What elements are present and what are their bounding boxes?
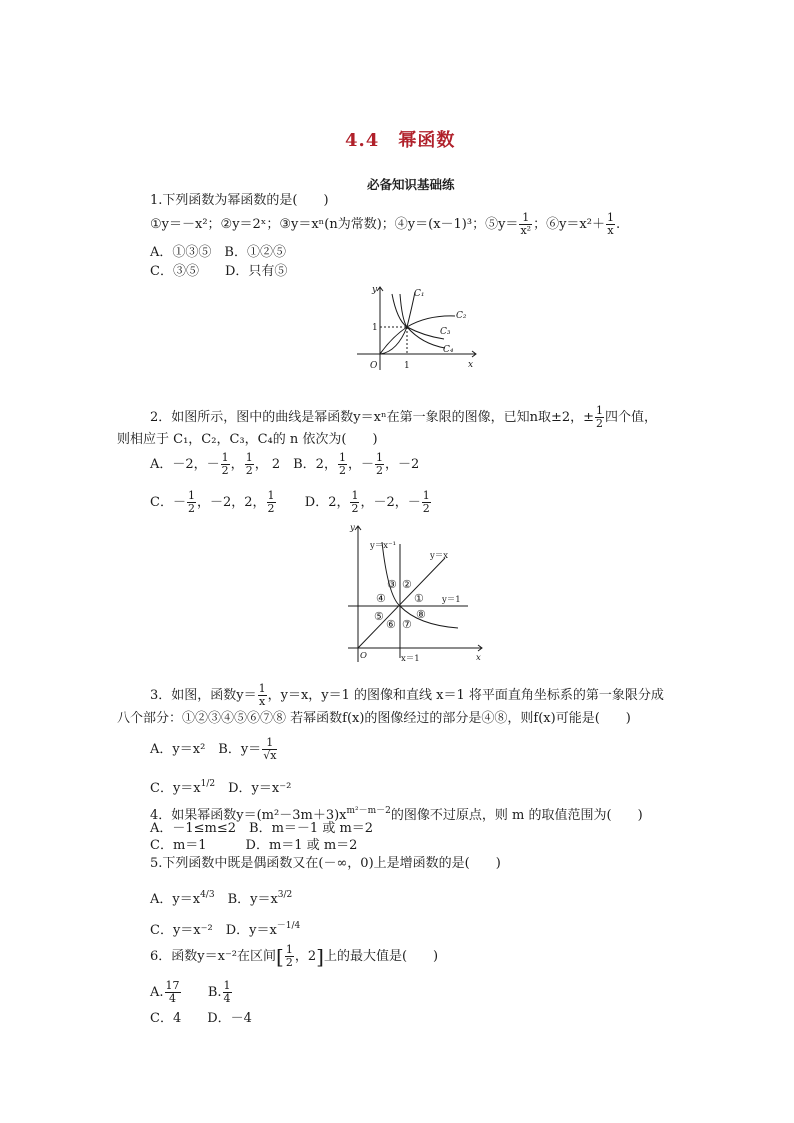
q2-d-frac2-num: 1: [422, 489, 430, 502]
q3-b-frac-num: 1: [262, 737, 277, 750]
q3-choices-cd: [150, 776, 291, 797]
section-heading: 必备知识基础练: [367, 177, 455, 192]
q5-choice-b: B．y＝x: [214, 892, 278, 907]
q2-c-frac1: [187, 490, 196, 515]
q1-frac-6: [606, 212, 615, 237]
q3-stem-frac-num: 1: [258, 682, 266, 695]
fig1-label-one-x: 1: [404, 361, 410, 371]
q2-a-comma: ，: [230, 457, 244, 472]
q1-frac6-num: 1: [606, 211, 614, 224]
q1-frac-5: [519, 212, 532, 237]
fig1-label-c3: C₃: [440, 327, 451, 337]
fig1-label-c4: C₄: [443, 345, 454, 355]
q6-choices-ab: [150, 980, 233, 1005]
q2-b-frac2-num: 1: [375, 451, 383, 464]
figure-1-graph: [352, 282, 482, 374]
q5-choice-c: C．y＝x⁻² D．y＝x: [150, 923, 277, 938]
q3-choice-d: D．y＝x⁻²: [215, 781, 292, 796]
q1-choices-ab: A．①③⑤ B．①②⑤: [150, 245, 286, 260]
q2-c-frac2-num: 1: [267, 489, 275, 502]
q2-b-frac2-den: 2: [375, 464, 383, 477]
q1-end: .: [615, 217, 621, 232]
fig2-label-y1: y＝1: [442, 595, 461, 605]
q2-stem-frac-num: 1: [596, 404, 603, 417]
q6-choice-a: A.: [150, 985, 164, 1000]
q2-stem-frac: [595, 405, 604, 430]
q3-stem-frac: [258, 683, 267, 708]
q2-c-prefix: C．－: [150, 495, 186, 510]
q3-stem-a: 3．如图，函数y＝: [150, 688, 257, 703]
q2-c-frac2: [267, 490, 276, 515]
q2-c-frac2-den: 2: [267, 502, 275, 515]
q2-stem-line1: [150, 405, 657, 430]
q2-stem-line2: 则相应于 C₁，C₂，C₃，C₄的 n 依次为( ): [117, 432, 378, 447]
q2-stem-b: 四个值，: [605, 410, 658, 425]
q6-b-num: 1: [223, 979, 231, 992]
q3-choice-c: C．y＝x: [150, 781, 201, 796]
q2-d-frac1: [350, 490, 359, 515]
q2-stem-a: 2．如图所示，图中的曲线是幂函数y＝xⁿ在第一象限的图像，已知n取±2，±: [150, 410, 594, 425]
q2-b-prefix: 2 B．2，: [271, 457, 337, 472]
q5-b-exponent: 3/2: [277, 890, 293, 900]
q2-d-mid: ，－2，－: [360, 495, 421, 510]
q1-options: [150, 212, 620, 237]
fig2-label-inv: y＝x⁻¹: [370, 541, 396, 551]
q2-b-frac2: [375, 452, 384, 477]
q1-stem: 1.下列函数为幂函数的是( ): [150, 193, 329, 208]
q2-a-frac1-den: 2: [221, 464, 229, 477]
q6-a-num: 17: [165, 979, 180, 992]
q1-choices-cd: C．③⑤ D．只有⑤: [150, 264, 288, 279]
q6-b-frac: [223, 980, 232, 1005]
q4-choices-ab: A．－1≤m≤2 B．m＝－1 或 m＝2: [150, 821, 374, 836]
q4-stem-b: 的图像不过原点，则 m 的取值范围为( ): [390, 808, 643, 823]
q2-choices-ab: [150, 452, 419, 477]
q6-stem-b: 上的最大值是( ): [323, 949, 439, 964]
q2-d-prefix: D．2，: [304, 495, 350, 510]
fig2-region-3: ③: [387, 578, 397, 591]
fig1-label-y: y: [372, 285, 378, 295]
fig2-label-x1: x＝1: [401, 654, 420, 664]
q2-b-frac1-num: 1: [338, 451, 346, 464]
fig2-region-6: ⑥: [386, 618, 396, 631]
fig1-label-one-y: 1: [372, 323, 378, 333]
fig1-label-c1: C₁: [414, 289, 425, 299]
q3-b-frac-den: √x: [263, 749, 277, 762]
q1-frac6-den: x: [607, 224, 614, 237]
q4-choices-cd: C．m＝1 D．m＝1 或 m＝2: [150, 838, 358, 853]
fig2-line-yx: [358, 558, 445, 648]
q2-a-frac2-num: 1: [245, 451, 253, 464]
q2-b-frac1-den: 2: [338, 464, 346, 477]
q3-choice-a: A．y＝x² B．y＝: [150, 742, 262, 757]
page-title: 4.4 幂函数: [345, 130, 456, 151]
q3-stem-frac-den: x: [259, 695, 266, 708]
q1-options-text-a: ①y＝－x²；②y＝2ˣ；③y＝xⁿ(n为常数)；④y＝(x－1)³；⑤y＝: [150, 217, 519, 232]
fig2-label-x: x: [476, 653, 481, 663]
q2-choices-cd: [150, 490, 432, 515]
fig2-region-8: ⑧: [416, 608, 426, 621]
q2-d-frac1-den: 2: [351, 502, 359, 515]
q3-stem-line2: 八个部分：①②③④⑤⑥⑦⑧ 若幂函数f(x)的图像经过的部分是④⑧，则f(x)可能是( ): [117, 711, 631, 726]
q5-choice-a: A．y＝x: [150, 892, 201, 907]
fig1-label-x: x: [468, 360, 474, 370]
q2-d-frac1-num: 1: [351, 489, 359, 502]
q3-stem-b: ，y＝x，y＝1 的图像和直线 x＝1 将平面直角坐标系的第一象限分成: [267, 688, 664, 703]
q6-int-den: 2: [285, 956, 293, 969]
q5-d-exponent: －1/4: [276, 921, 301, 931]
figure-2-graph: [340, 522, 488, 668]
q2-d-frac2-den: 2: [422, 502, 430, 515]
q6-choice-b: B.: [207, 985, 222, 1000]
q4-exponent: m²－m－2: [346, 806, 391, 816]
q2-a-frac2: [245, 452, 254, 477]
q2-b-mid: ，－: [347, 457, 374, 472]
q6-a-den: 4: [169, 992, 177, 1005]
fig2-label-o: O: [360, 651, 367, 661]
fig1-label-o: O: [370, 361, 378, 371]
fig2-region-1: ①: [414, 592, 424, 605]
q2-a-frac2-den: 2: [245, 464, 253, 477]
q6-bracket-right: ]: [316, 944, 324, 969]
q5-stem: 5.下列函数中既是偶函数又在(－∞，0)上是增函数的是( ): [150, 856, 501, 871]
q2-a-frac1: [221, 452, 230, 477]
q2-c-frac1-den: 2: [187, 502, 195, 515]
fig2-region-2: ②: [402, 578, 412, 591]
fig2-label-yx: y＝x: [430, 551, 449, 561]
q5-choices-cd: [150, 918, 300, 939]
q2-a-tail: ，: [254, 457, 268, 472]
fig2-region-4: ④: [376, 592, 386, 605]
q3-c-exponent: 1/2: [200, 779, 216, 789]
q2-c-frac1-num: 1: [187, 489, 195, 502]
fig1-label-c2: C₂: [456, 311, 467, 321]
q5-a-exponent: 4/3: [200, 890, 215, 900]
q4-stem-a: 4．如果幂函数y＝(m²－3m＋3)x: [150, 808, 347, 823]
q2-a-prefix: A．－2，－: [150, 457, 220, 472]
q2-a-frac1-num: 1: [221, 451, 229, 464]
q3-stem-line1: [150, 683, 664, 708]
q6-interval-frac: [285, 944, 294, 969]
q6-a-frac: [165, 980, 181, 1005]
fig1-curve-c1: [380, 292, 415, 354]
q6-b-den: 4: [223, 992, 231, 1005]
q6-stem: [150, 944, 438, 969]
q5-choices-ab: [150, 887, 292, 908]
q2-stem-frac-den: 2: [596, 417, 603, 430]
q2-c-mid: ，－2，2，: [196, 495, 266, 510]
q2-d-frac2: [422, 490, 431, 515]
q6-choices-cd: C．4 D．－4: [150, 1011, 252, 1026]
fig2-region-5: ⑤: [374, 610, 384, 623]
q3-b-frac: [262, 737, 277, 762]
q6-int-tail: ，2: [294, 949, 317, 964]
q2-b-frac1: [338, 452, 347, 477]
q6-int-num: 1: [285, 943, 293, 956]
q6-stem-a: 6．函数y＝x⁻²在区间: [150, 949, 277, 964]
q1-frac5-num: 1: [519, 212, 532, 225]
fig2-region-7: ⑦: [402, 618, 412, 631]
q6-bracket-left: [: [276, 944, 284, 969]
q3-choices-ab: [150, 737, 278, 762]
fig2-label-y: y: [350, 523, 355, 533]
q2-b-tail: ，－2: [384, 457, 420, 472]
q1-options-text-b: ；⑥y＝x²＋: [533, 217, 605, 232]
q1-frac5-den: x²: [520, 224, 532, 237]
